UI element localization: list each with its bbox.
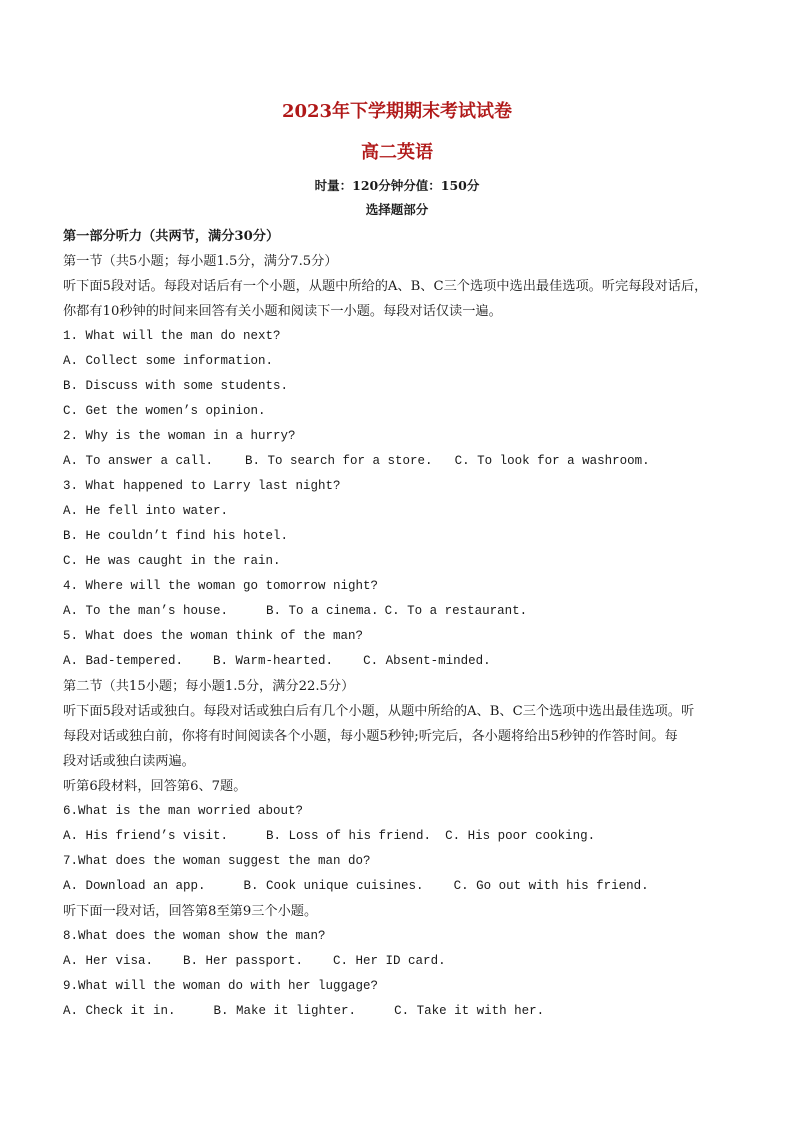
question-4: 4. Where will the woman go tomorrow night? [63, 579, 379, 593]
option-7a: A. Download an app. [63, 879, 206, 893]
option-6b: B. Loss of his friend. [266, 829, 432, 843]
option-4a: A. To the man’s house. [63, 604, 229, 618]
option-3a: A. He fell into water. [63, 504, 229, 518]
option-3c: C. He was caught in the rain. [63, 554, 281, 568]
section-label: 选择题部分 [365, 202, 429, 217]
question-6: 6.What is the man worried about? [63, 804, 304, 818]
option-7c: C. Go out with his friend. [453, 879, 649, 893]
option-1b: B. Discuss with some students. [63, 379, 289, 393]
sec2-heading: 第二节（共15小题；每小题1.5分，满分22.5分） [63, 679, 355, 694]
option-1a: A. Collect some information. [63, 354, 274, 368]
option-4b: B. To a cinema. [266, 604, 379, 618]
question-3: 3. What happened to Larry last night? [63, 479, 341, 493]
part1-heading: 第一部分听力（共两节，满分30分） [63, 229, 280, 244]
options-2 [63, 449, 735, 474]
question-5: 5. What does the woman think of the man? [63, 629, 364, 643]
option-6a: A. His friend’s visit. [63, 829, 229, 843]
sec1-instruction: 你都有10秒钟的时间来回答有关小题和阅读下一小题。每段对话仅读一遍。 [63, 304, 502, 319]
option-5a: A. Bad-tempered. [63, 654, 184, 668]
question-7: 7.What does the woman suggest the man do? [63, 854, 371, 868]
material-6-intro: 听第6段材料，回答第6、7题。 [63, 779, 247, 794]
option-4c: C. To a restaurant. [384, 604, 528, 618]
options-7 [63, 874, 735, 899]
question-2: 2. Why is the woman in a hurry? [63, 429, 296, 443]
sec1-heading: 第一节（共5小题；每小题1.5分，满分7.5分） [63, 254, 338, 269]
sec2-instruction: 每段对话或独白前，你将有时间阅读各个小题，每小题5秒钟;听完后，各小题将给出5秒钟的作答时间。每 [63, 729, 678, 744]
exam-body [63, 224, 735, 1024]
option-8b: B. Her passport. [183, 954, 304, 968]
option-3b: B. He couldn’t find his hotel. [63, 529, 289, 543]
sec2-instruction: 段对话或独白读两遍。 [63, 754, 195, 769]
exam-title: 2023年下学期期末考试试卷 [281, 101, 513, 122]
option-5b: B. Warm-hearted. [213, 654, 334, 668]
option-8a: A. Her visa. [63, 954, 154, 968]
exam-info: 时量：120分钟分值：150分 [314, 178, 480, 193]
question-1: 1. What will the man do next? [63, 329, 281, 343]
question-8: 8.What does the woman show the man? [63, 929, 326, 943]
option-2c: C. To look for a washroom. [454, 454, 650, 468]
option-5c: C. Absent-minded. [363, 654, 491, 668]
option-2b: B. To search for a store. [245, 454, 433, 468]
option-9c: C. Take it with her. [394, 1004, 545, 1018]
question-9: 9.What will the woman do with her luggage? [63, 979, 379, 993]
subject-title: 高二英语 [361, 142, 433, 163]
sec1-instruction: 听下面5段对话。每段对话后有一个小题，从题中所给的A、B、C三个选项中选出最佳选项。听完每段对话后， [63, 279, 708, 294]
options-5 [63, 649, 735, 674]
option-8c: C. Her ID card. [333, 954, 446, 968]
options-4 [63, 599, 735, 624]
option-2a: A. To answer a call. [63, 454, 214, 468]
option-6c: C. His poor cooking. [445, 829, 596, 843]
options-8 [63, 949, 735, 974]
options-6 [63, 824, 735, 849]
sec2-instruction: 听下面5段对话或独白。每段对话或独白后有几个小题，从题中所给的A、B、C三个选项中选出最佳选项。听 [63, 704, 695, 719]
option-7b: B. Cook unique cuisines. [243, 879, 424, 893]
option-9a: A. Check it in. [63, 1004, 176, 1018]
option-1c: C. Get the women’s opinion. [63, 404, 266, 418]
material-7-intro: 听下面一段对话，回答第8至第9三个小题。 [63, 904, 318, 919]
options-9 [63, 999, 735, 1024]
option-9b: B. Make it lighter. [213, 1004, 357, 1018]
